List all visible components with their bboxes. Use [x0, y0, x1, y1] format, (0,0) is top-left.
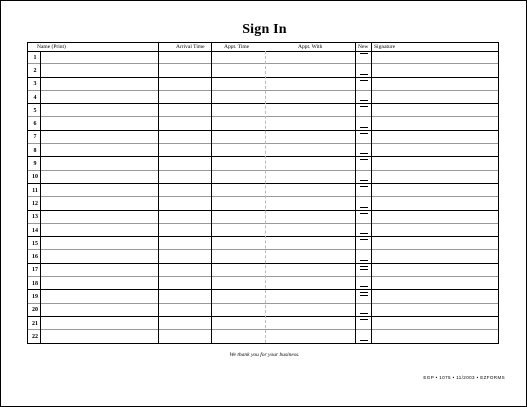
- new-patient-mark: [360, 186, 368, 187]
- column-divider: [40, 51, 41, 343]
- table-row[interactable]: [28, 104, 498, 117]
- new-patient-mark: [360, 153, 368, 154]
- row-number: 13: [32, 214, 38, 221]
- table-row[interactable]: [28, 184, 498, 197]
- table-row[interactable]: [28, 131, 498, 144]
- new-patient-mark: [360, 100, 368, 101]
- form-code: EGP • 1075 • 11/2003 • EZFORMS: [423, 375, 505, 380]
- new-patient-mark: [360, 233, 368, 234]
- table-row[interactable]: [28, 144, 498, 157]
- column-divider: [158, 43, 159, 343]
- table-row[interactable]: [28, 64, 498, 77]
- table-row[interactable]: [28, 78, 498, 91]
- table-row[interactable]: [28, 171, 498, 184]
- table-row[interactable]: [28, 290, 498, 303]
- table-row[interactable]: [28, 237, 498, 250]
- column-divider: [265, 51, 266, 343]
- row-number: 17: [32, 267, 38, 274]
- column-divider: [211, 43, 212, 343]
- new-patient-mark: [360, 340, 368, 341]
- table-row[interactable]: [28, 211, 498, 224]
- new-patient-mark: [360, 80, 368, 81]
- column-header-signature: Signature: [374, 44, 396, 50]
- new-patient-mark: [360, 133, 368, 134]
- column-divider: [371, 43, 372, 343]
- table-row[interactable]: [28, 317, 498, 330]
- new-patient-mark: [360, 292, 368, 296]
- table-row[interactable]: [28, 224, 498, 237]
- row-number: 20: [32, 307, 38, 314]
- new-patient-mark: [360, 260, 368, 261]
- table-row[interactable]: [28, 264, 498, 277]
- row-number: 12: [32, 200, 38, 207]
- row-number: 5: [33, 107, 37, 114]
- row-number: 8: [33, 147, 37, 154]
- row-number: 18: [32, 280, 38, 287]
- table-row[interactable]: [28, 277, 498, 290]
- table-row[interactable]: [28, 157, 498, 170]
- new-patient-mark: [360, 239, 368, 240]
- row-number: 2: [33, 67, 37, 74]
- row-number: 14: [32, 227, 38, 234]
- new-patient-mark: [360, 213, 368, 214]
- new-patient-mark: [360, 74, 368, 75]
- table-row[interactable]: [28, 51, 498, 64]
- table-row[interactable]: [28, 251, 498, 264]
- column-header-arrival: Arrival Time: [176, 44, 205, 50]
- form-title: Sign In: [242, 22, 287, 37]
- row-number: 21: [32, 320, 38, 327]
- new-patient-mark: [360, 313, 368, 314]
- thank-you-note: We thank you for your business.: [229, 352, 300, 358]
- column-header-appt-time: Appt. Time: [224, 44, 250, 50]
- row-number: 1: [33, 54, 37, 61]
- row-number: 16: [32, 254, 38, 261]
- new-patient-mark: [360, 53, 368, 54]
- column-header-appt-with: Appt. With: [298, 44, 323, 50]
- new-patient-mark: [360, 127, 368, 128]
- column-header-name: Name (Print): [37, 44, 66, 50]
- row-number: 10: [32, 174, 38, 181]
- new-patient-mark: [360, 266, 368, 270]
- row-number: 3: [33, 81, 37, 88]
- row-number: 11: [32, 187, 38, 194]
- table-row[interactable]: [28, 197, 498, 210]
- column-divider: [355, 43, 356, 343]
- new-patient-mark: [360, 159, 368, 160]
- table-row[interactable]: [28, 304, 498, 317]
- new-patient-mark: [360, 180, 368, 181]
- sign-in-table: [27, 42, 499, 344]
- row-number: 7: [33, 134, 37, 141]
- table-row[interactable]: [28, 330, 498, 343]
- row-number: 6: [33, 121, 37, 128]
- new-patient-mark: [360, 207, 368, 208]
- column-header-new: New: [358, 44, 369, 50]
- row-number: 9: [33, 161, 37, 168]
- new-patient-mark: [360, 106, 368, 107]
- row-number: 19: [32, 294, 38, 301]
- row-number: 15: [32, 240, 38, 247]
- table-row[interactable]: [28, 118, 498, 131]
- row-number: 4: [33, 94, 37, 101]
- new-patient-mark: [360, 319, 368, 320]
- table-row[interactable]: [28, 91, 498, 104]
- row-number: 22: [32, 333, 38, 340]
